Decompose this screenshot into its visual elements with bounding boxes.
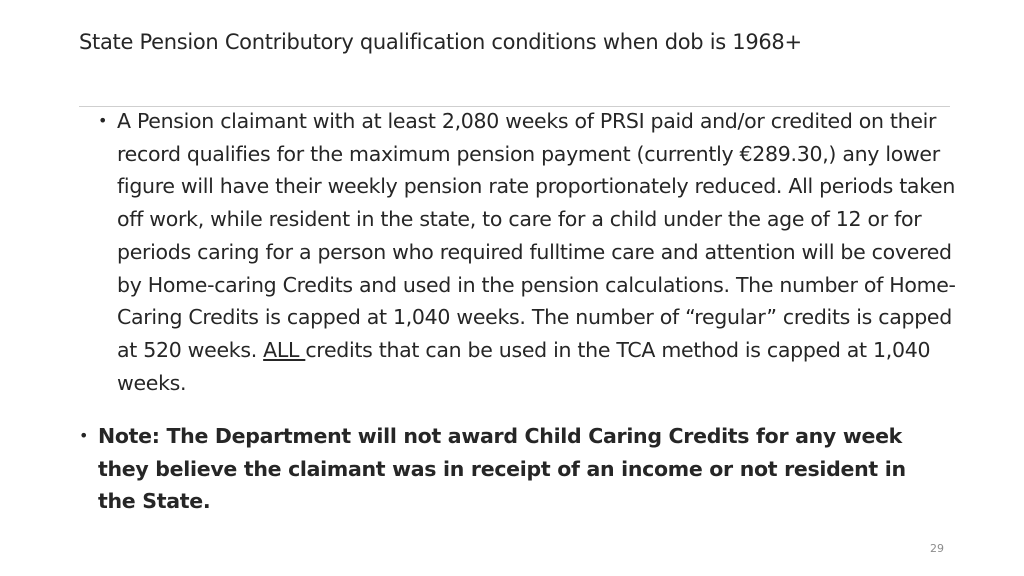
bullet-marker: • xyxy=(98,111,108,130)
slide-title: State Pension Contributory qualification conditions when dob is 1968+ xyxy=(79,30,802,54)
bullet-marker: • xyxy=(79,426,89,445)
bullet-pension-qualification xyxy=(98,105,958,399)
page-number: 29 xyxy=(930,542,944,555)
bullet-text-end: credits that can be used in the TCA method is capped at 1,040 weeks. xyxy=(117,337,931,395)
underlined-all: ALL xyxy=(263,337,306,362)
note-text: Note: The Department will not award Child Caring Credits for any week they believe the claimant was in receipt of an income or not resident in the State. xyxy=(98,424,906,514)
bullet-text xyxy=(117,105,958,399)
bullet-text-main: A Pension claimant with at least 2,080 weeks of PRSI paid and/or credited on their record qualifies for the maximum pension payment (currently €289.30,) any lower figure will have their weekly pension rate proportionately reduced. All periods taken off work, while resident in the state, to care for a child under the age of 12 or for periods caring for a person who required fulltime care and attention will be covered by Home-caring Credits and used in the pension calculations. The number of Home-Caring Credits is capped at 1,040 weeks. The number of “regular” credits is capped at 520 weeks. xyxy=(117,109,956,362)
bullet-note xyxy=(79,420,939,518)
